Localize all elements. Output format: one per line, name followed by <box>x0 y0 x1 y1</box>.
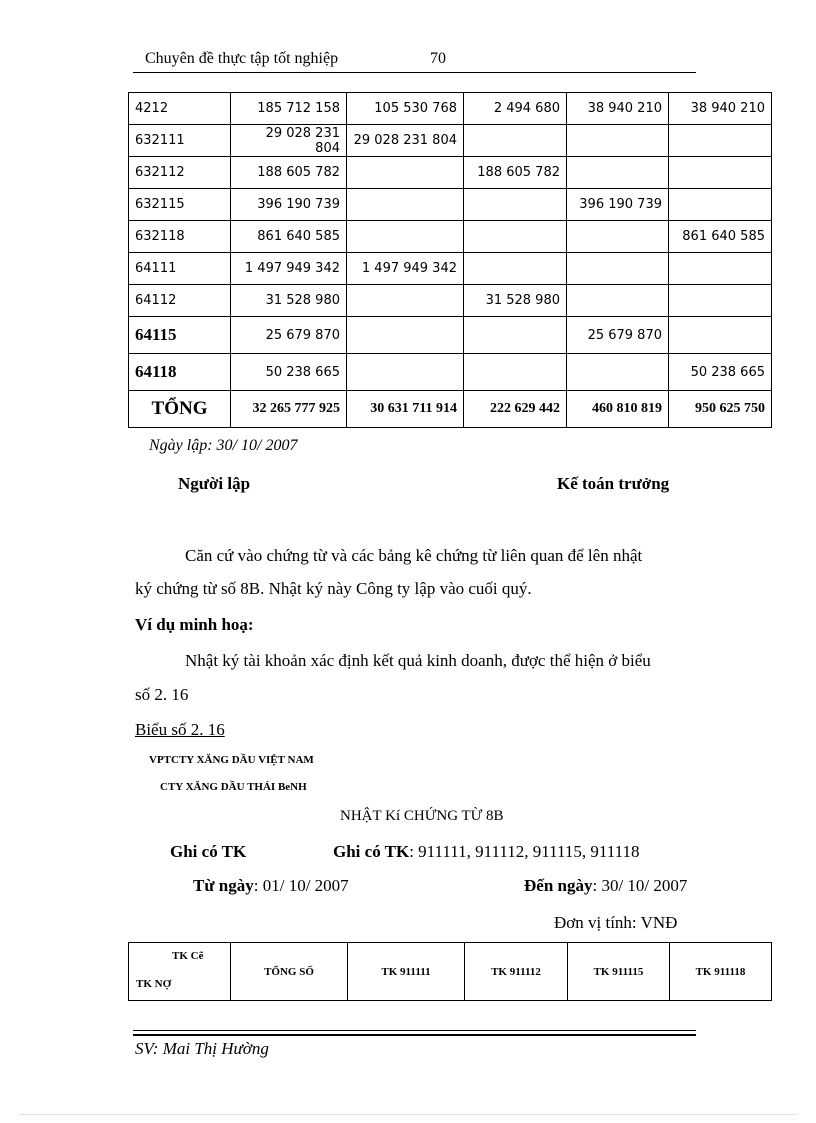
account-cell: 632115 <box>129 189 231 221</box>
table-row <box>129 317 772 354</box>
footer-divider <box>133 1030 696 1036</box>
value-cell <box>464 125 567 157</box>
paragraph1-line1: Căn cứ vào chứng từ và các bảng kê chứng từ liên quan để lên nhật <box>185 546 643 565</box>
value-cell <box>669 189 772 221</box>
value-cell <box>669 317 772 354</box>
journal-table <box>128 942 772 1001</box>
journal-header-cell: TK 911112 <box>465 943 568 1001</box>
account-cell: 64115 <box>129 317 231 354</box>
total-value-cell: 460 810 819 <box>567 391 669 428</box>
credit-left-label: Ghi có TK <box>170 842 247 861</box>
page-number: 70 <box>430 50 446 67</box>
paragraph2-line1: Nhật ký tài khoản xác định kết quả kinh doanh, được thể hiện ở biểu <box>185 651 651 670</box>
value-cell: 25 679 870 <box>231 317 347 354</box>
value-cell <box>669 285 772 317</box>
value-cell: 25 679 870 <box>567 317 669 354</box>
summary-table-body <box>129 93 772 428</box>
bottom-dotted-line <box>20 1114 796 1115</box>
value-cell: 396 190 739 <box>567 189 669 221</box>
value-cell <box>347 157 464 189</box>
journal-header-cell: TK 911115 <box>568 943 670 1001</box>
signature-preparer: Người lập <box>178 474 251 493</box>
paragraph2-line2: số 2. 16 <box>135 685 189 704</box>
account-cell: 632111 <box>129 125 231 157</box>
value-cell: 2 494 680 <box>464 93 567 125</box>
account-cell: 632118 <box>129 221 231 253</box>
total-label: TỔNG <box>129 391 231 428</box>
value-cell <box>464 354 567 391</box>
table-row <box>129 354 772 391</box>
org-line1: VPTCTY XĂNG DẦU VIỆT NAM <box>149 754 314 766</box>
period-from-value: : 01/ 10/ 2007 <box>253 876 349 895</box>
value-cell: 105 530 768 <box>347 93 464 125</box>
paragraph1-line2: ký chứng từ số 8B. Nhật ký này Công ty lập vào cuối quý. <box>135 579 532 598</box>
journal-header-row <box>129 943 772 1001</box>
unit-label: Đơn vị tính: VNĐ <box>554 913 678 932</box>
exhibit-label: Biểu số 2. 16 <box>135 720 225 739</box>
total-row <box>129 391 772 428</box>
table-row <box>129 253 772 285</box>
value-cell: 188 605 782 <box>231 157 347 189</box>
journal-header-cell: TỔNG SỐ <box>231 943 348 1001</box>
account-cell: 64112 <box>129 285 231 317</box>
journal-header-cell: TK 911118 <box>670 943 772 1001</box>
value-cell <box>567 157 669 189</box>
period-from <box>193 876 349 896</box>
value-cell <box>347 189 464 221</box>
value-cell <box>567 285 669 317</box>
page-header <box>133 50 696 73</box>
table-row <box>129 125 772 157</box>
credit-right <box>333 842 639 862</box>
credit-right-label: Ghi có TK <box>333 842 410 861</box>
value-cell <box>669 253 772 285</box>
value-cell: 1 497 949 342 <box>231 253 347 285</box>
value-cell <box>567 125 669 157</box>
table-row <box>129 157 772 189</box>
value-cell <box>669 157 772 189</box>
journal-title: NHẬT Kí CHỨNG TỪ 8B <box>340 808 504 824</box>
summary-table <box>128 92 772 428</box>
total-value-cell: 30 631 711 914 <box>347 391 464 428</box>
value-cell: 50 238 665 <box>669 354 772 391</box>
value-cell <box>464 253 567 285</box>
journal-header-cell: TK 911111 <box>348 943 465 1001</box>
value-cell: 396 190 739 <box>231 189 347 221</box>
journal-corner-cell <box>129 943 231 1001</box>
value-cell: 29 028 231 804 <box>347 125 464 157</box>
value-cell: 861 640 585 <box>669 221 772 253</box>
value-cell: 38 940 210 <box>567 93 669 125</box>
corner-bottom: TK NỢ <box>136 978 172 990</box>
account-cell: 632112 <box>129 157 231 189</box>
value-cell: 185 712 158 <box>231 93 347 125</box>
period-from-label: Từ ngày <box>193 876 254 895</box>
total-value-cell: 32 265 777 925 <box>231 391 347 428</box>
table-row <box>129 93 772 125</box>
table-row <box>129 285 772 317</box>
period-to <box>524 876 687 896</box>
value-cell: 1 497 949 342 <box>347 253 464 285</box>
header-title: Chuyên đề thực tập tốt nghiệp <box>145 50 339 67</box>
value-cell: 50 238 665 <box>231 354 347 391</box>
value-cell: 31 528 980 <box>464 285 567 317</box>
value-cell <box>567 253 669 285</box>
value-cell <box>347 285 464 317</box>
value-cell <box>347 354 464 391</box>
total-value-cell: 950 625 750 <box>669 391 772 428</box>
table-row <box>129 189 772 221</box>
value-cell: 861 640 585 <box>231 221 347 253</box>
value-cell <box>669 125 772 157</box>
value-cell <box>347 221 464 253</box>
period-to-label: Đến ngày <box>524 876 593 895</box>
value-cell <box>464 317 567 354</box>
table-row <box>129 221 772 253</box>
account-cell: 4212 <box>129 93 231 125</box>
value-cell: 188 605 782 <box>464 157 567 189</box>
value-cell <box>347 317 464 354</box>
account-cell: 64111 <box>129 253 231 285</box>
signature-chief-accountant: Kế toán trưởng <box>557 474 670 493</box>
value-cell: 31 528 980 <box>231 285 347 317</box>
corner-top: TK Cẽ <box>172 950 204 962</box>
example-heading: Ví dụ minh hoạ: <box>135 615 254 634</box>
value-cell <box>567 221 669 253</box>
credit-right-accounts: : 911111, 911112, 911115, 911118 <box>409 842 640 861</box>
value-cell <box>464 189 567 221</box>
total-value-cell: 222 629 442 <box>464 391 567 428</box>
org-line2: CTY XĂNG DẦU THÁI BeNH <box>160 781 307 793</box>
footer-student: SV: Mai Thị Hường <box>135 1039 269 1058</box>
date-created: Ngày lập: 30/ 10/ 2007 <box>149 437 298 454</box>
period-to-value: : 30/ 10/ 2007 <box>592 876 688 895</box>
account-cell: 64118 <box>129 354 231 391</box>
value-cell <box>567 354 669 391</box>
value-cell: 29 028 231 804 <box>231 125 347 157</box>
value-cell <box>464 221 567 253</box>
value-cell: 38 940 210 <box>669 93 772 125</box>
